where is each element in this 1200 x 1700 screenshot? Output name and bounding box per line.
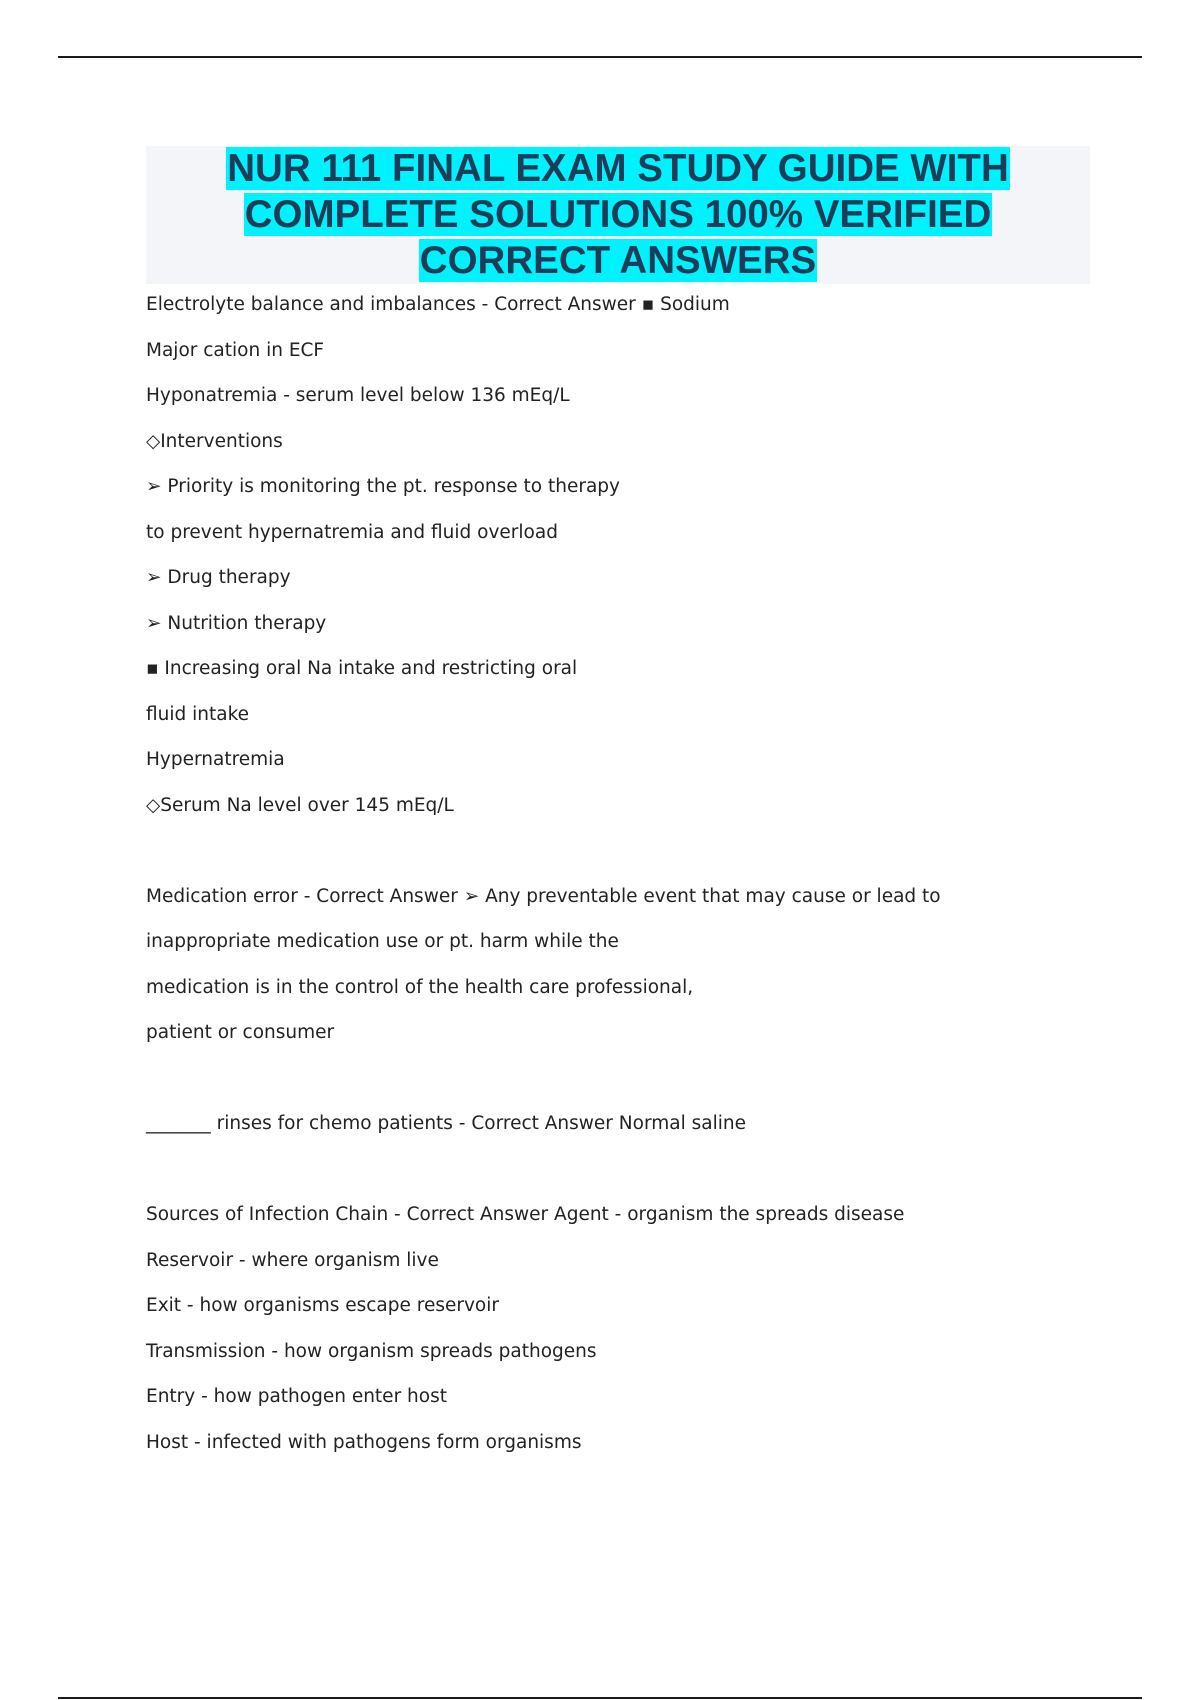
body-line: Transmission - how organism spreads pathogens — [146, 1340, 597, 1362]
qa-electrolyte-balance — [146, 282, 1106, 828]
body-line: ➢ Nutrition therapy — [146, 612, 327, 634]
body-line: Hyponatremia - serum level below 136 mEq/L — [146, 385, 570, 406]
qa-infection-chain — [146, 1192, 1106, 1465]
body-line: Hypernatremia — [146, 749, 285, 770]
body-line: Medication error - Correct Answer ➢ Any preventable event that may cause or lead to — [146, 885, 941, 907]
body-line: ➢ Priority is monitoring the pt. response to therapy — [146, 476, 620, 497]
body-line: _______ rinses for chemo patients - Correct Answer Normal saline — [146, 1113, 746, 1134]
body-line: Entry - how pathogen enter host — [146, 1386, 447, 1407]
body-line: medication is in the control of the health care professional, — [146, 976, 694, 998]
section-spacer — [146, 828, 1106, 874]
body-line: Exit - how organisms escape reservoir — [146, 1295, 499, 1316]
title-line: COMPLETE SOLUTIONS 100% VERIFIED — [244, 193, 992, 236]
body-line: Major cation in ECF — [146, 339, 325, 361]
body-line: to prevent hypernatremia and fluid overload — [146, 521, 558, 543]
body-line: patient or consumer — [146, 1022, 335, 1043]
body-line: Host - infected with pathogens form organisms — [146, 1431, 582, 1453]
document-title — [146, 146, 1090, 284]
body-line: Electrolyte balance and imbalances - Correct Answer ▪ Sodium — [146, 294, 730, 315]
footer-rule — [58, 1697, 1142, 1699]
qa-medication-error — [146, 874, 1106, 1056]
body-line: ◇Serum Na level over 145 mEq/L — [146, 794, 454, 816]
qa-chemo-rinses — [146, 1101, 1106, 1147]
body-line: ▪ Increasing oral Na intake and restricting oral — [146, 658, 578, 679]
body-line: ◇Interventions — [146, 430, 283, 452]
body-line: Reservoir - where organism live — [146, 1249, 439, 1271]
body-line: fluid intake — [146, 703, 250, 725]
title-line: NUR 111 FINAL EXAM STUDY GUIDE WITH — [227, 147, 1009, 190]
document-body — [146, 282, 1106, 1465]
document-title-block — [146, 146, 1090, 284]
body-line: Sources of Infection Chain - Correct Answer Agent - organism the spreads disease — [146, 1204, 905, 1225]
title-line: CORRECT ANSWERS — [419, 239, 817, 282]
header-rule — [58, 56, 1142, 58]
section-spacer — [146, 1147, 1106, 1193]
body-line: ➢ Drug therapy — [146, 567, 291, 588]
body-line: inappropriate medication use or pt. harm while the — [146, 931, 619, 952]
section-spacer — [146, 1056, 1106, 1102]
